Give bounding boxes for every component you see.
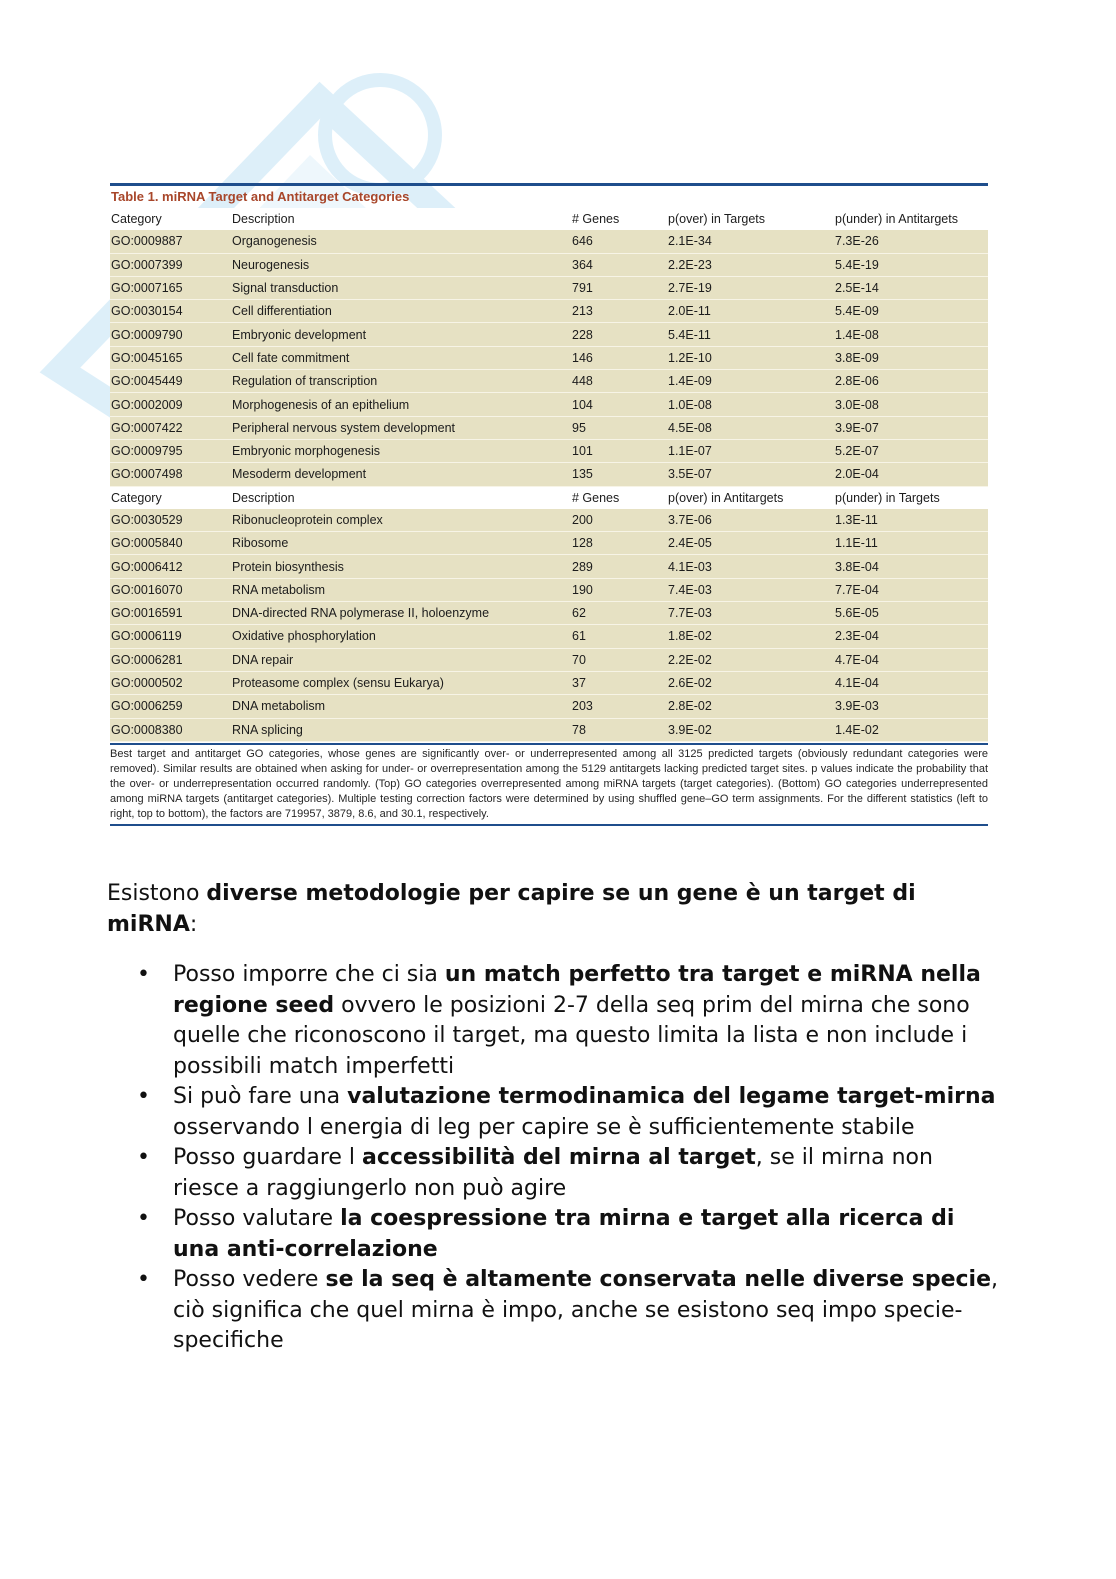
table-cell: 104: [571, 393, 667, 416]
table-cell: # Genes: [571, 486, 667, 509]
intro-bold: diverse metodologie per capire se un gene è un target di miRNA: [107, 881, 916, 937]
table-cell: p(over) in Antitargets: [667, 486, 834, 509]
table-cell: Mesoderm development: [231, 463, 571, 486]
table-cell: 5.4E-11: [667, 323, 834, 346]
table-cell: 5.4E-09: [834, 300, 988, 323]
table-cell: Ribosome: [231, 532, 571, 555]
item-text: Posso guardare l: [173, 1145, 363, 1170]
table-cell: 101: [571, 439, 667, 462]
table-row: [110, 648, 988, 671]
table-cell: GO:0002009: [110, 393, 231, 416]
table-row: [110, 253, 988, 276]
list-item: [107, 960, 1002, 1082]
table-cell: 146: [571, 346, 667, 369]
table-cell: 61: [571, 625, 667, 648]
table-cell: GO:0045449: [110, 370, 231, 393]
table-row: [110, 439, 988, 462]
item-bold-text: valutazione termodinamica del legame target-mirna: [347, 1084, 996, 1109]
table-cell: 1.0E-08: [667, 393, 834, 416]
table-cell: 3.9E-03: [834, 695, 988, 718]
antitarget-categories-body: [110, 486, 988, 741]
item-text: Posso vedere: [173, 1267, 326, 1292]
table-cell: 7.7E-03: [667, 602, 834, 625]
table-cell: 62: [571, 602, 667, 625]
table-cell: 2.2E-23: [667, 253, 834, 276]
list-item: [107, 1204, 1002, 1265]
table-row: [110, 230, 988, 253]
table-cell: GO:0000502: [110, 671, 231, 694]
table-cell: Embryonic development: [231, 323, 571, 346]
table-cell: GO:0006281: [110, 648, 231, 671]
methods-list: [107, 960, 1002, 1357]
table-row: [110, 416, 988, 439]
list-item: [107, 1082, 1002, 1143]
table-cell: 3.7E-06: [667, 509, 834, 532]
table-cell: Morphogenesis of an epithelium: [231, 393, 571, 416]
table-cell: 3.8E-04: [834, 555, 988, 578]
table-row: [110, 555, 988, 578]
table-cell: Description: [231, 486, 571, 509]
table-cell: GO:0007399: [110, 253, 231, 276]
item-bold-text: accessibilità del mirna al target: [362, 1145, 756, 1170]
table-header-row: [110, 208, 988, 230]
table-cell: 200: [571, 509, 667, 532]
table-cell: 4.5E-08: [667, 416, 834, 439]
table-row: [110, 276, 988, 299]
table-cell: DNA metabolism: [231, 695, 571, 718]
table-cell: 2.1E-34: [667, 230, 834, 253]
item-bold-text: un match perfetto tra target e miRNA nella regione seed: [173, 962, 981, 1018]
table-cell: 1.4E-08: [834, 323, 988, 346]
table-cell: 1.1E-11: [834, 532, 988, 555]
table-cell: 2.8E-02: [667, 695, 834, 718]
table-cell: 1.3E-11: [834, 509, 988, 532]
table-cell: GO:0045165: [110, 346, 231, 369]
table-cell: Category: [110, 486, 231, 509]
table-row: [110, 578, 988, 601]
table-cell: GO:0009790: [110, 323, 231, 346]
table-caption: Best target and antitarget GO categories, whose genes are significantly over- or underrepresented among all 3125 predicted targets (obviously redundant categories were removed). Similar results are obtained when asking for under- or overrepresentation among the 5129 antitargets lacking predicted target sites. p values indicate the probability that the over- or underrepresentation occurred randomly. (Top) GO categories overrepresented among miRNA targets (target categories). (Bottom) GO categories underrepresented among miRNA targets (antitarget categories). Multiple testing correction factors were determined by using shuffled gene–GO term assignments. For the different statistics (left to right, top to bottom), the factors are 719957, 3879, 8.6, and 30.1, respectively.: [110, 747, 988, 820]
table-cell: GO:0016070: [110, 578, 231, 601]
table-row: [110, 300, 988, 323]
table-cell: GO:0006119: [110, 625, 231, 648]
bullet-icon: •: [137, 1206, 150, 1231]
table-cell: GO:0006412: [110, 555, 231, 578]
intro-paragraph: [107, 878, 1002, 940]
table-cell: Peripheral nervous system development: [231, 416, 571, 439]
table-cell: GO:0007165: [110, 276, 231, 299]
table-cell: 7.3E-26: [834, 230, 988, 253]
item-bold-text: la coespressione tra mirna e target alla ricerca di una anti-correlazione: [173, 1206, 955, 1262]
table-title: Table 1. miRNA Target and Antitarget Categories: [111, 189, 410, 204]
item-text: Posso imporre che ci sia: [173, 962, 445, 987]
table-cell: Proteasome complex (sensu Eukarya): [231, 671, 571, 694]
table-cell: 3.8E-09: [834, 346, 988, 369]
table-cell: GO:0007498: [110, 463, 231, 486]
table-cell: Oxidative phosphorylation: [231, 625, 571, 648]
table-cell: 5.4E-19: [834, 253, 988, 276]
table-cell: 1.4E-02: [834, 718, 988, 741]
table-cell: 1.8E-02: [667, 625, 834, 648]
list-item: [107, 1265, 1002, 1357]
table-cell: 3.0E-08: [834, 393, 988, 416]
table-cell: DNA repair: [231, 648, 571, 671]
bullet-icon: •: [137, 1084, 150, 1109]
table-cell: 2.8E-06: [834, 370, 988, 393]
bullet-icon: •: [137, 962, 150, 987]
table-cell: 78: [571, 718, 667, 741]
table-cell: 4.1E-03: [667, 555, 834, 578]
table-cell: RNA splicing: [231, 718, 571, 741]
table-cell: 95: [571, 416, 667, 439]
table-cell: Neurogenesis: [231, 253, 571, 276]
go-category-table: [110, 208, 988, 742]
table-cell: 2.0E-11: [667, 300, 834, 323]
table-cell: p(under) in Antitargets: [834, 208, 988, 230]
table-cell: GO:0009887: [110, 230, 231, 253]
item-text: , ciò significa che quel mirna è impo, anche se esistono seq impo specie-specifiche: [173, 1267, 999, 1353]
table-cell: 213: [571, 300, 667, 323]
table-cell: DNA-directed RNA polymerase II, holoenzyme: [231, 602, 571, 625]
table-cell: p(under) in Targets: [834, 486, 988, 509]
table-cell: Description: [231, 208, 571, 230]
table-row: [110, 323, 988, 346]
item-bold-text: se la seq è altamente conservata nelle diverse specie: [325, 1267, 992, 1292]
table-cell: GO:0030154: [110, 300, 231, 323]
table-cell: 2.2E-02: [667, 648, 834, 671]
table-row: [110, 625, 988, 648]
table-cell: 190: [571, 578, 667, 601]
target-categories-body: [110, 208, 988, 486]
table-cell: 2.0E-04: [834, 463, 988, 486]
table-cell: 791: [571, 276, 667, 299]
table-cell: 7.7E-04: [834, 578, 988, 601]
table-cell: 364: [571, 253, 667, 276]
table-cell: Organogenesis: [231, 230, 571, 253]
table-figure: [110, 183, 988, 820]
table-cell: # Genes: [571, 208, 667, 230]
table-cell: GO:0005840: [110, 532, 231, 555]
table-cell: GO:0008380: [110, 718, 231, 741]
item-text: Si può fare una: [173, 1084, 348, 1109]
table-header-row: [110, 486, 988, 509]
table-cell: GO:0016591: [110, 602, 231, 625]
intro-plain-2: :: [189, 912, 198, 937]
table-cell: 128: [571, 532, 667, 555]
table-cell: Cell fate commitment: [231, 346, 571, 369]
table-cell: GO:0006259: [110, 695, 231, 718]
table-row: [110, 346, 988, 369]
table-cell: 5.2E-07: [834, 439, 988, 462]
table-cell: Ribonucleoprotein complex: [231, 509, 571, 532]
notes-text: [107, 878, 1002, 1357]
table-cell: 1.4E-09: [667, 370, 834, 393]
table-cell: 203: [571, 695, 667, 718]
table-cell: 2.5E-14: [834, 276, 988, 299]
table-cell: 135: [571, 463, 667, 486]
table-cell: 448: [571, 370, 667, 393]
table-cell: Signal transduction: [231, 276, 571, 299]
item-text: Posso valutare: [173, 1206, 341, 1231]
table-cell: 3.9E-07: [834, 416, 988, 439]
table-cell: 228: [571, 323, 667, 346]
table-cell: 1.2E-10: [667, 346, 834, 369]
table-row: [110, 671, 988, 694]
table-cell: 4.7E-04: [834, 648, 988, 671]
table-cell: Regulation of transcription: [231, 370, 571, 393]
table-row: [110, 393, 988, 416]
table-cell: Embryonic morphogenesis: [231, 439, 571, 462]
table-cell: 37: [571, 671, 667, 694]
table-cell: 2.4E-05: [667, 532, 834, 555]
table-cell: 4.1E-04: [834, 671, 988, 694]
item-text: ovvero le posizioni 2-7 della seq prim del mirna che sono quelle che riconoscono il target, ma questo limita la lista e non include i possibili match imperfetti: [173, 992, 970, 1079]
table-row: [110, 718, 988, 741]
table-cell: GO:0007422: [110, 416, 231, 439]
table-cell: 289: [571, 555, 667, 578]
intro-plain-1: Esistono: [107, 881, 207, 906]
table-cell: 7.4E-03: [667, 578, 834, 601]
table-cell: 70: [571, 648, 667, 671]
table-row: [110, 463, 988, 486]
item-text: osservando l energia di leg per capire se è sufficientemente stabile: [173, 1114, 915, 1140]
table-row: [110, 509, 988, 532]
table-cell: Category: [110, 208, 231, 230]
table-cell: GO:0009795: [110, 439, 231, 462]
table-cell: Protein biosynthesis: [231, 555, 571, 578]
figure-bottom-rule: [110, 824, 988, 826]
table-cell: p(over) in Targets: [667, 208, 834, 230]
table-row: [110, 532, 988, 555]
table-cell: 2.6E-02: [667, 671, 834, 694]
table-cell: 1.1E-07: [667, 439, 834, 462]
table-cell: 5.6E-05: [834, 602, 988, 625]
table-cell: 2.7E-19: [667, 276, 834, 299]
table-cell: 3.9E-02: [667, 718, 834, 741]
bullet-icon: •: [137, 1145, 150, 1170]
list-item: [107, 1143, 1002, 1204]
table-cell: 3.5E-07: [667, 463, 834, 486]
table-cell: 646: [571, 230, 667, 253]
table-row: [110, 370, 988, 393]
table-row: [110, 695, 988, 718]
table-cell: Cell differentiation: [231, 300, 571, 323]
item-text: , se il mirna non riesce a raggiungerlo non può agire: [173, 1145, 933, 1201]
table-row: [110, 602, 988, 625]
table-cell: GO:0030529: [110, 509, 231, 532]
bullet-icon: •: [137, 1267, 150, 1292]
table-cell: 2.3E-04: [834, 625, 988, 648]
table-cell: RNA metabolism: [231, 578, 571, 601]
